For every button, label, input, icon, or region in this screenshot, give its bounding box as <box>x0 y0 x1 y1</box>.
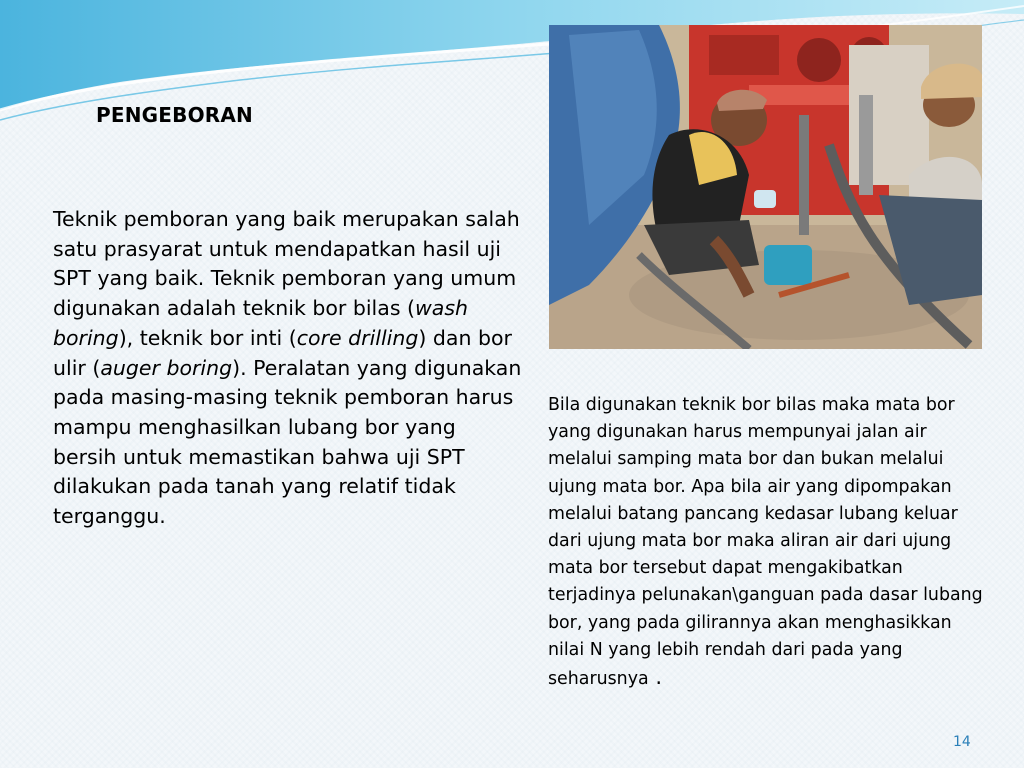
wash-boring-term: wash boring <box>53 296 469 350</box>
side-paragraph <box>548 392 993 693</box>
slide-number: 14 <box>953 734 971 750</box>
main-paragraph <box>53 205 523 532</box>
slide-title: PENGEBORAN <box>96 103 253 127</box>
main-text-part-2: ), teknik bor inti ( <box>118 325 297 350</box>
auger-boring-term: auger boring <box>100 355 233 380</box>
main-text-part-1: Teknik pemboran yang baik merupakan salah satu prasyarat untuk mendapatkan hasil uji SPT yang baik. Teknik pemboran yang umum digunakan adalah teknik bor bilas ( <box>53 207 520 321</box>
main-text-part-3: ) dan bor ulir ( <box>53 325 512 380</box>
side-text-body: Bila digunakan teknik bor bilas maka mata bor yang digunakan harus mempunyai jalan air melalui samping mata bor dan bukan melalui ujung mata bor. Apa bila air yang dipompakan melalui batang pancang kedasar lubang keluar dari ujung mata bor maka aliran air dari ujung mata bor tersebut dapat mengakibatkan terjadinya pelunakan\ganguan pada dasar lubang bor, yang pada gilirannya akan menghasikkan nilai N yang lebih rendah dari pada yang seharusnya <box>548 395 983 690</box>
main-text-part-4: ). Peralatan yang digunakan pada masing-masing teknik pemboran harus mampu menghasilkan lubang bor yang bersih untuk memastikan bahwa uji SPT dilakukan pada tanah yang relatif tidak terganggu. <box>53 355 522 529</box>
core-drilling-term: core drilling <box>296 325 419 350</box>
side-text-period: . <box>648 665 663 690</box>
drilling-photo <box>549 25 982 349</box>
